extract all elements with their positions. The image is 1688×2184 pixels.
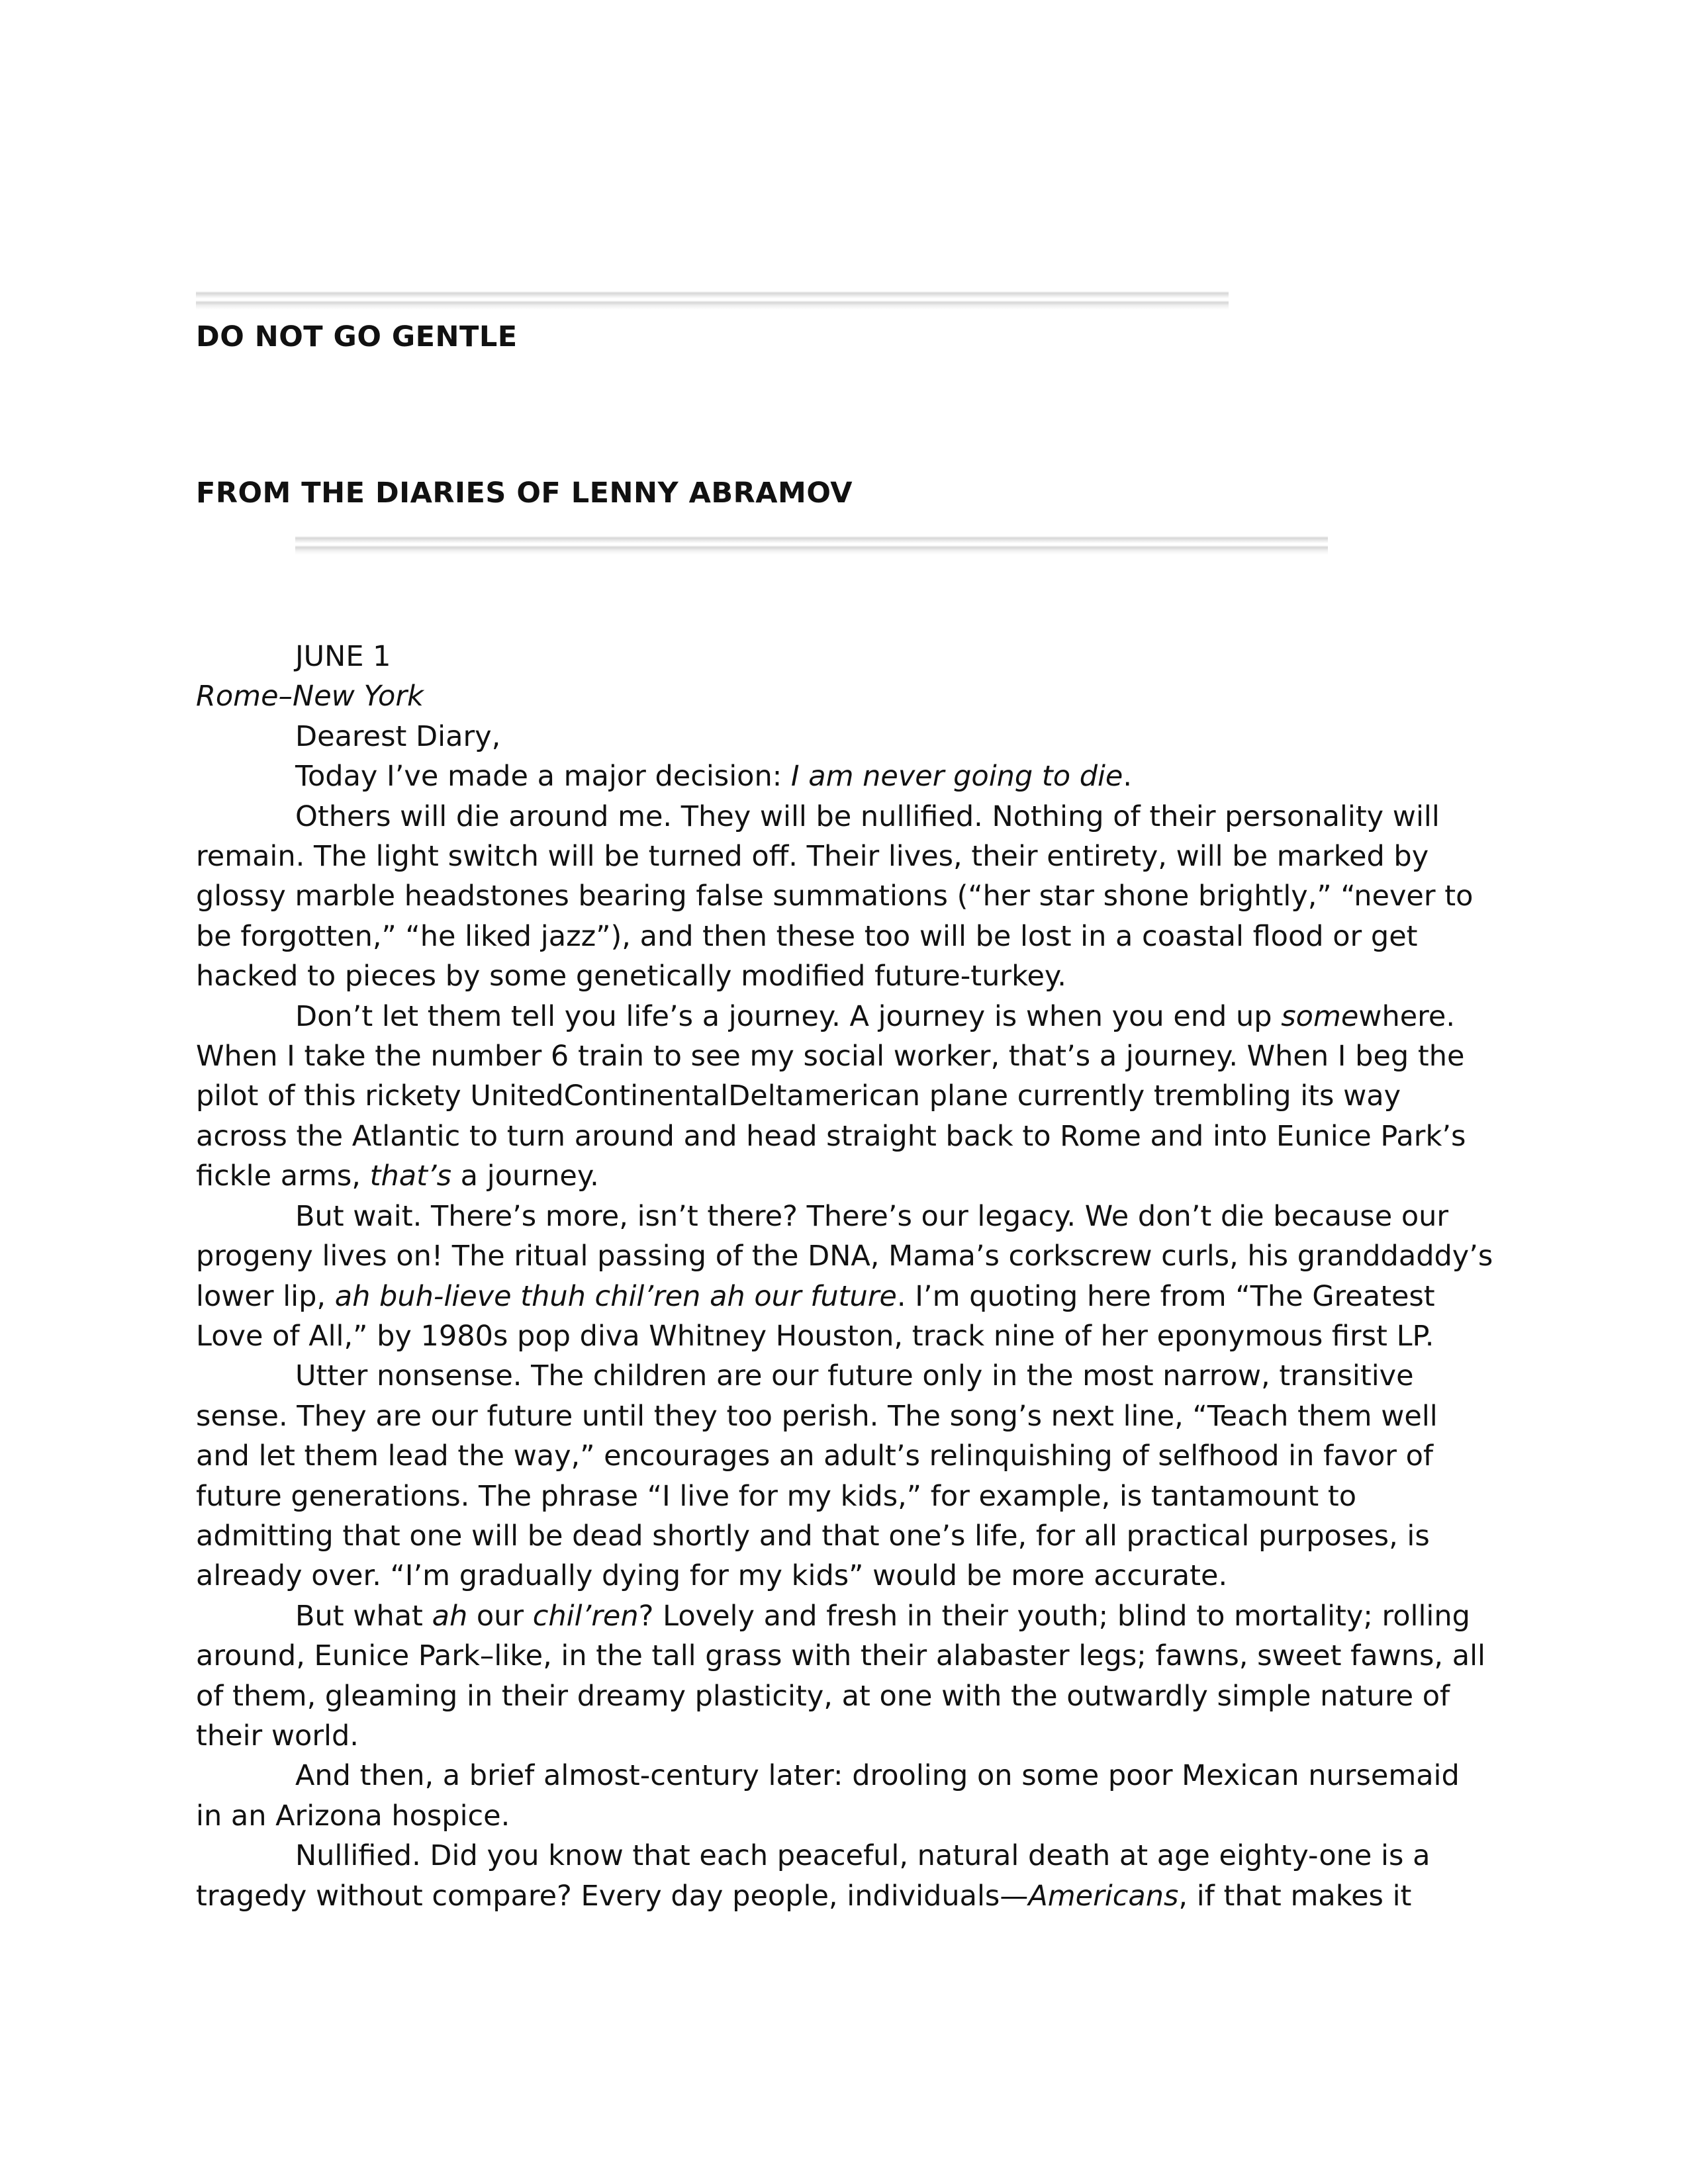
chapter-divider-rule <box>295 536 1328 555</box>
italic-run: ah <box>432 1599 468 1633</box>
top-divider-rule <box>196 291 1229 310</box>
paragraph-legacy <box>196 1197 1493 1357</box>
text-run: a journey. <box>451 1160 599 1193</box>
text-run: . <box>1123 760 1133 794</box>
book-title: DO NOT GO GENTLE <box>196 320 518 353</box>
diary-entry-body <box>196 637 1493 1916</box>
text-run: , if that makes it <box>1178 1879 1412 1913</box>
entry-salutation: Dearest Diary, <box>295 719 501 753</box>
text-run: Don’t let them tell you life’s a journey. A journey is when you end up <box>295 999 1282 1033</box>
italic-run: chil’ren <box>532 1599 639 1633</box>
italic-run: I am never going to die <box>790 760 1123 794</box>
text-run: But what <box>295 1599 432 1633</box>
italic-run: some <box>1281 999 1359 1033</box>
paragraph-children <box>196 1596 1493 1756</box>
text-run: Today I’ve made a major decision: <box>295 760 791 794</box>
entry-place-text: Rome–New York <box>196 680 424 713</box>
text-run: Nullified. Did you know that each peaceful, natural death at age eighty-one is a tragedy without compare? Every day people, individuals— <box>196 1839 1430 1913</box>
italic-run: that’s <box>369 1160 452 1193</box>
text-run: where. When I take the number 6 train to see my social worker, that’s a journey. When I beg the pilot of this rickety UnitedContinentalDeltamerican plane currently trembling its way across the Atlantic to turn around and head straight back to Rome and into Eunice Park’s fickle arms, <box>196 999 1466 1193</box>
text-run: But wait. There’s more, isn’t there? There’s our legacy. We don’t die because our progeny lives on! The ritual passing of the DNA, Mama’s corkscrew curls, his granddaddy’s lower lip, <box>196 1199 1493 1313</box>
entry-place <box>196 676 1493 716</box>
paragraph-nonsense: Utter nonsense. The children are our future only in the most narrow, transitive sense. They are our future until they too perish. The song’s next line, “Teach them well and let them lead the way,” encourages an adult’s relinquishing of selfhood in favor of future generations. The phrase “I live for my kids,” for example, is tantamount to admitting that one will be dead shortly and that one’s life, for all practical purposes, is already over. “I’m gradually dying for my kids” would be more accurate. <box>196 1359 1438 1593</box>
entry-date: JUNE 1 <box>295 640 391 673</box>
paragraph-nullified <box>196 1836 1493 1916</box>
paragraph-decision <box>196 756 1493 796</box>
text-run: ? Lovely and fresh in their youth; blind to mortality; rolling around, Eunice Park–like, in the tall grass with their alabaster legs; fawns, sweet fawns, all of them, gleaming in their dreamy plasticity, at one with the outwardly simple nature of their world. <box>196 1599 1485 1752</box>
text-run: . I’m quoting here from “The Greatest Love of All,” by 1980s pop diva Whitney Houston, track nine of her eponymous first LP. <box>196 1279 1435 1353</box>
italic-run: Americans <box>1028 1879 1179 1913</box>
paragraph-journey <box>196 997 1493 1197</box>
paragraph-others-die: Others will die around me. They will be nullified. Nothing of their personality will remain. The light switch will be turned off. Their lives, their entirety, will be marked by glossy marble headstones bearing false summations (“her star shone brightly,” “never to be forgotten,” “he liked jazz”), and then these too will be lost in a coastal flood or get hacked to pieces by some genetically modified future-turkey. <box>196 799 1474 993</box>
chapter-title: FROM THE DIARIES OF LENNY ABRAMOV <box>196 477 853 510</box>
paragraph-century-later: And then, a brief almost-century later: drooling on some poor Mexican nursemaid in an Arizona hospice. <box>196 1759 1460 1833</box>
italic-run: ah buh-lieve thuh chil’ren ah our future <box>334 1279 897 1313</box>
text-run: our <box>467 1599 533 1633</box>
